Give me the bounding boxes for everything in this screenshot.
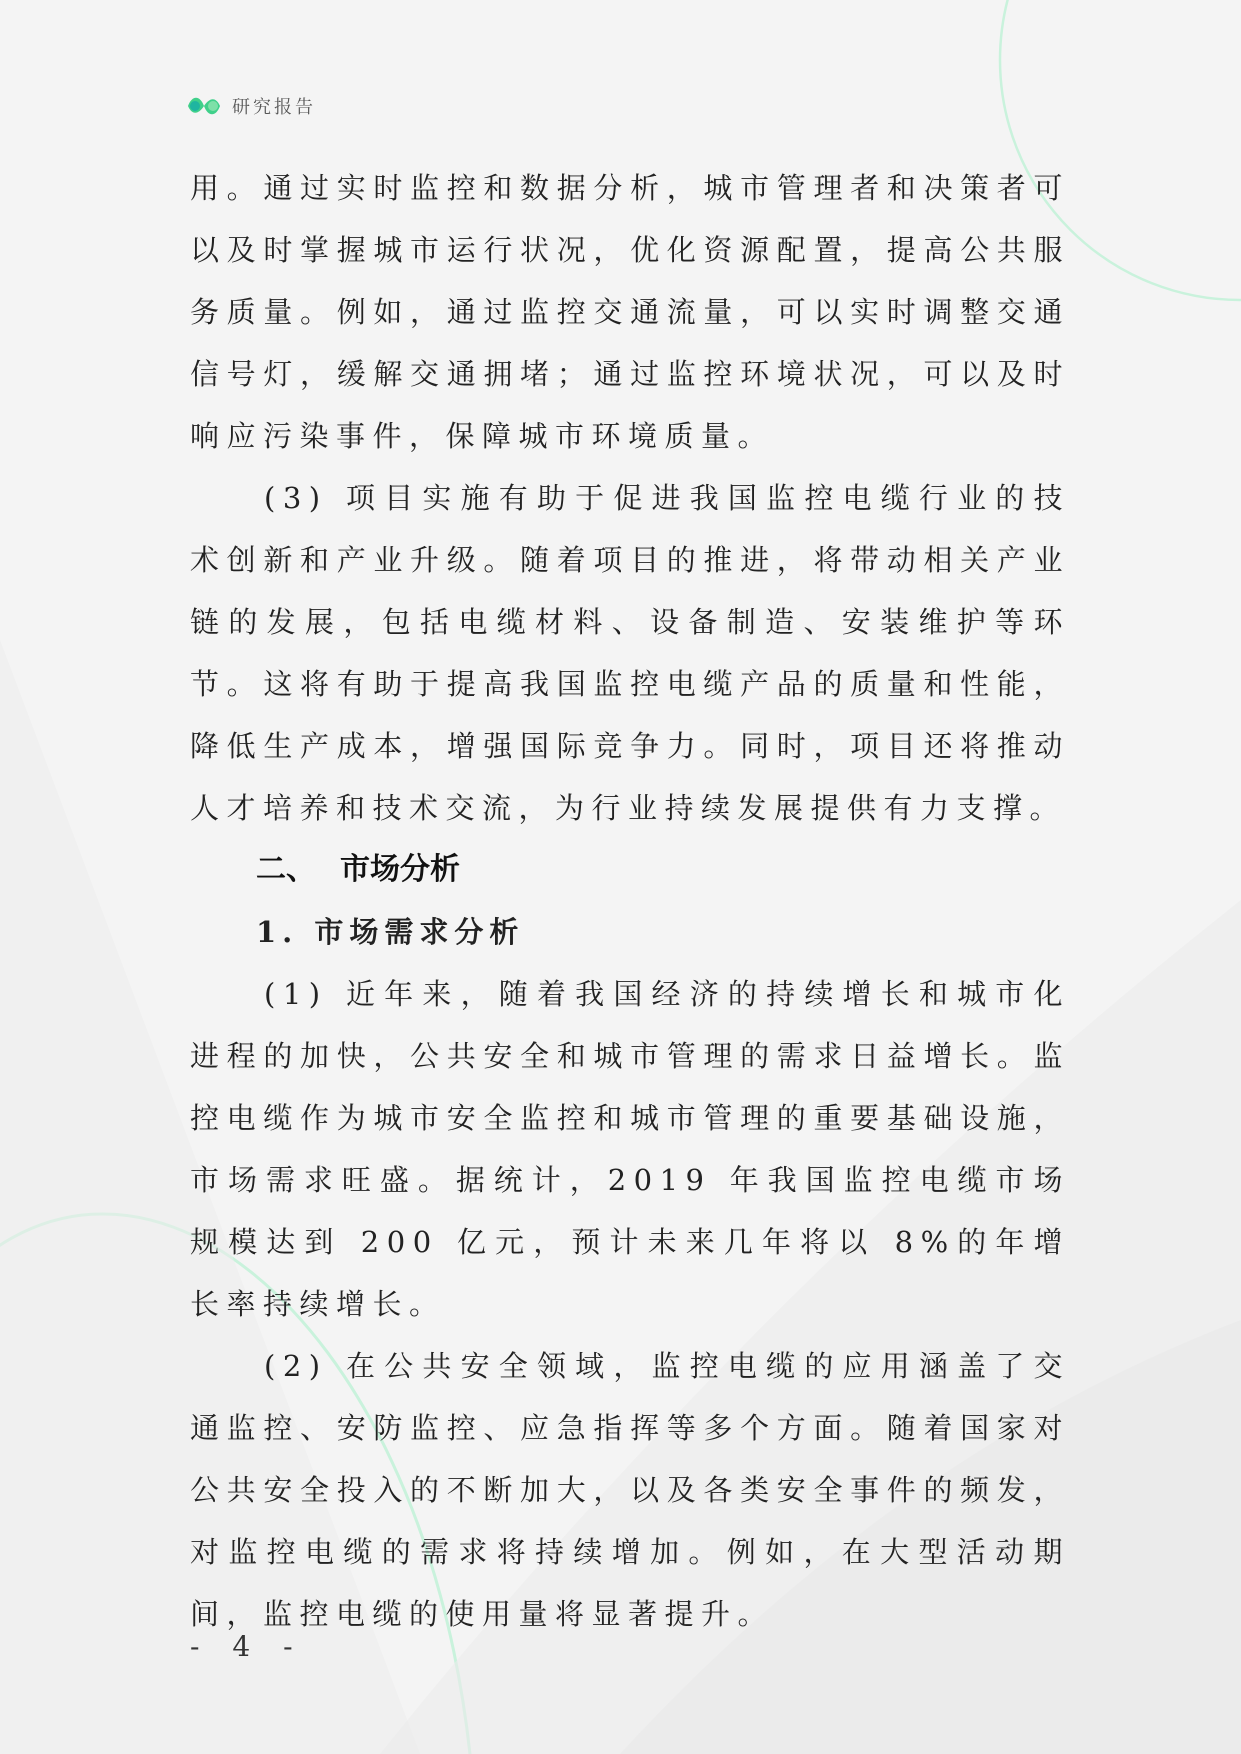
subsection-heading: 1. 市场需求分析 bbox=[256, 915, 525, 949]
paragraph-item-1: (1) 近年来，随着我国经济的持续增长和城市化进程的加快，公共安全和城市管理的需求日益增长。监控电缆作为城市安全监控和城市管理的重要基础设施，市场需求旺盛。据统计，2019 年我国监控电缆市场规模达到 200 亿元，预计未来几年将以 8%的年增长率持续增长。 bbox=[190, 977, 1070, 1321]
paragraph-item-2: (2) 在公共安全领域，监控电缆的应用涵盖了交通监控、安防监控、应急指挥等多个方面。随着国家对公共安全投入的不断加大，以及各类安全事件的频发，对监控电缆的需求将持续增加。例如，在大型活动期间，监控电缆的使用量将显著提升。 bbox=[190, 1349, 1070, 1631]
section-title: 市场分析 bbox=[340, 852, 460, 887]
document-body bbox=[190, 157, 1070, 1645]
brand-logo-icon bbox=[186, 91, 222, 121]
header-title: 研究报告 bbox=[232, 97, 316, 118]
paragraph-continuation: 用。通过实时监控和数据分析，城市管理者和决策者可以及时掌握城市运行状况，优化资源配置，提高公共服务质量。例如，通过监控交通流量，可以实时调整交通信号灯，缓解交通拥堵；通过监控环境状况，可以及时响应污染事件，保障城市环境质量。 bbox=[190, 171, 1070, 453]
section-number: 二、 bbox=[256, 852, 316, 887]
section-heading bbox=[190, 839, 1070, 901]
paragraph-item-3: (3) 项目实施有助于促进我国监控电缆行业的技术创新和产业升级。随着项目的推进，将带动相关产业链的发展，包括电缆材料、设备制造、安装维护等环节。这将有助于提高我国监控电缆产品的质量和性能，降低生产成本，增强国际竞争力。同时，项目还将推动人才培养和技术交流，为行业持续发展提供有力支撑。 bbox=[190, 481, 1070, 825]
page-number: - 4 - bbox=[190, 1630, 305, 1663]
report-header bbox=[186, 88, 316, 124]
